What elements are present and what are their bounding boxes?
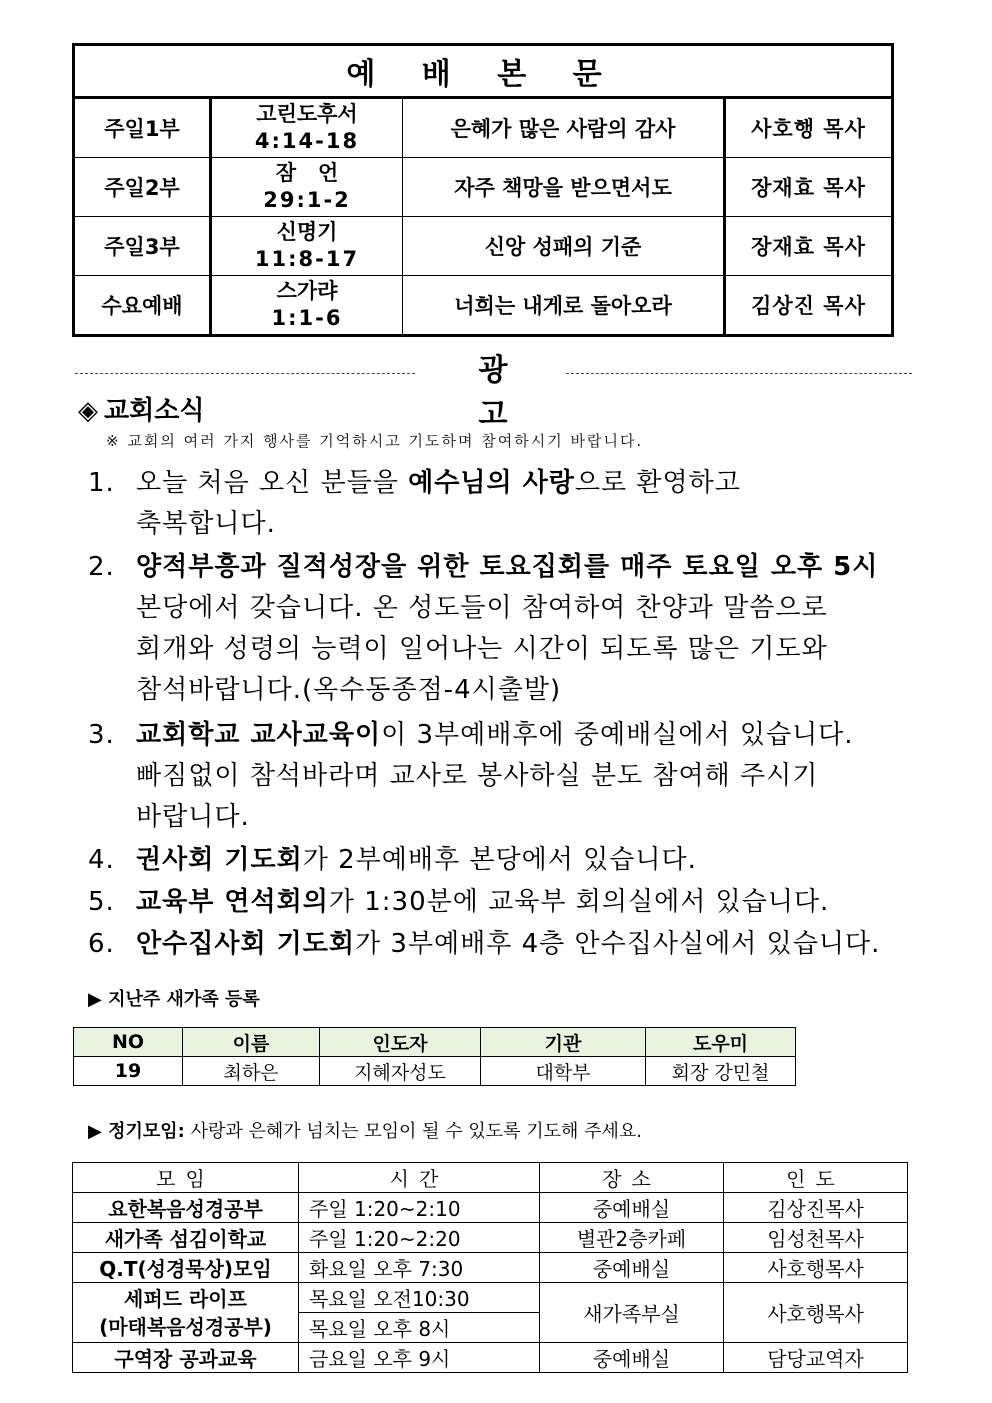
announcement-item bbox=[88, 882, 830, 923]
table-row bbox=[73, 1283, 908, 1313]
item-text: 참석바랍니다.(옥수동종점-4시출발) bbox=[136, 675, 562, 705]
scripture-verse: 11:8-17 bbox=[254, 247, 360, 271]
sermon-row bbox=[74, 158, 893, 217]
church-news-note: ※ 교회의 여러 가지 행사를 기억하시고 기도하며 참여하시기 바랍니다. bbox=[106, 432, 644, 450]
sermon-row bbox=[74, 276, 893, 336]
table-row bbox=[73, 1223, 908, 1253]
sermon-theme: 은혜가 많은 사람의 감사 bbox=[403, 98, 725, 158]
table-cell: 19 bbox=[74, 1057, 183, 1086]
item-number: 2. bbox=[88, 552, 115, 582]
item-number: 1. bbox=[88, 468, 115, 498]
table-header-row bbox=[74, 1028, 796, 1057]
item-emphasis: 양적부흥과 질적성장을 위한 토요집회를 매주 토요일 오후 5시 bbox=[136, 552, 879, 582]
scripture-book: 신명기 bbox=[276, 220, 338, 244]
scripture-ref bbox=[211, 217, 403, 276]
item-text: 바랍니다. bbox=[136, 802, 250, 832]
meeting-time: 화요일 오후 7:30 bbox=[299, 1253, 540, 1283]
item-text: 빠짐없이 참석바라며 교사로 봉사하실 분도 참여해 주시기 bbox=[136, 761, 819, 791]
meeting-place: 새가족부실 bbox=[540, 1283, 724, 1343]
meeting-leader: 임성천목사 bbox=[724, 1223, 908, 1253]
item-number: 6. bbox=[88, 929, 115, 959]
item-number: 5. bbox=[88, 887, 115, 917]
col-header: 도우미 bbox=[646, 1028, 796, 1057]
item-line bbox=[136, 924, 880, 965]
item-line bbox=[136, 882, 829, 923]
item-text: 본당에서 갖습니다. 온 성도들이 참여하여 찬양과 말씀으로 bbox=[136, 593, 828, 623]
item-line bbox=[136, 463, 741, 504]
item-emphasis: 권사회 기도회 bbox=[136, 845, 303, 875]
meeting-name: 새가족 섬김이학교 bbox=[73, 1223, 299, 1253]
item-text: 가 2부예배후 본당에서 있습니다. bbox=[302, 845, 697, 875]
meeting-leader: 사호행목사 bbox=[724, 1283, 908, 1343]
service-name: 수요예배 bbox=[74, 276, 211, 336]
announcements-heading: 광 고 bbox=[478, 353, 534, 432]
col-header: 모임 bbox=[73, 1163, 299, 1193]
scripture-book: 잠 언 bbox=[275, 161, 339, 185]
scripture-verse: 4:14-18 bbox=[254, 129, 360, 153]
table-cell: 지혜자성도 bbox=[320, 1057, 481, 1086]
sermon-row bbox=[74, 217, 893, 276]
pastor-name: 사호행 목사 bbox=[725, 98, 893, 158]
item-number: 4. bbox=[88, 845, 115, 875]
service-name: 주일1부 bbox=[74, 98, 211, 158]
newcomer-table bbox=[73, 1027, 796, 1086]
sermon-theme: 신앙 성패의 기준 bbox=[403, 217, 725, 276]
meeting-name: 구역장 공과교육 bbox=[73, 1343, 299, 1373]
meeting-place: 중예배실 bbox=[540, 1343, 724, 1373]
meeting-leader: 김상진목사 bbox=[724, 1193, 908, 1223]
scripture-ref bbox=[211, 158, 403, 217]
pastor-name: 김상진 목사 bbox=[725, 276, 893, 336]
meeting-time: 주일 1:20~2:20 bbox=[299, 1223, 540, 1253]
scripture-ref bbox=[211, 98, 403, 158]
table-cell: 최하은 bbox=[183, 1057, 320, 1086]
meetings-heading-label: ▶ 정기모임: bbox=[88, 1121, 185, 1142]
meeting-name: 요한복음성경공부 bbox=[73, 1193, 299, 1223]
pastor-name: 장재효 목사 bbox=[725, 217, 893, 276]
service-name: 주일3부 bbox=[74, 217, 211, 276]
item-line bbox=[136, 547, 878, 588]
newcomer-heading: ▶ 지난주 새가족 등록 bbox=[88, 989, 260, 1010]
item-line bbox=[136, 670, 561, 711]
meeting-time: 목요일 오후 8시 bbox=[299, 1313, 540, 1343]
pastor-name: 장재효 목사 bbox=[725, 158, 893, 217]
table-cell: 대학부 bbox=[481, 1057, 646, 1086]
meeting-place: 중예배실 bbox=[540, 1253, 724, 1283]
meetings-table bbox=[72, 1162, 908, 1373]
table-row bbox=[73, 1253, 908, 1283]
meeting-leader: 담당교역자 bbox=[724, 1343, 908, 1373]
meeting-place: 중예배실 bbox=[540, 1193, 724, 1223]
item-line bbox=[136, 840, 697, 881]
sermon-theme: 자주 책망을 받으면서도 bbox=[403, 158, 725, 217]
announcement-item bbox=[88, 715, 854, 832]
col-header: 인도자 bbox=[320, 1028, 481, 1057]
diamond-icon: ◈ bbox=[78, 396, 98, 426]
item-text: 으로 환영하고 bbox=[574, 468, 741, 498]
item-text: 가 1:30분에 교육부 회의실에서 있습니다. bbox=[328, 887, 830, 917]
item-text: 이 3부예배후에 중예배실에서 있습니다. bbox=[381, 720, 854, 750]
announcement-item bbox=[88, 840, 697, 881]
item-line bbox=[136, 504, 276, 545]
item-line bbox=[136, 756, 818, 797]
sermon-table bbox=[72, 43, 894, 337]
item-line bbox=[136, 629, 828, 670]
divider-left bbox=[75, 373, 415, 374]
col-header: 장소 bbox=[540, 1163, 724, 1193]
announcement-item bbox=[88, 463, 741, 539]
col-header: 기관 bbox=[481, 1028, 646, 1057]
item-emphasis: 교육부 연석회의 bbox=[136, 887, 329, 917]
item-text: 축복합니다. bbox=[136, 509, 276, 539]
meetings-heading bbox=[88, 1117, 642, 1143]
item-text: 회개와 성령의 능력이 일어나는 시간이 되도록 많은 기도와 bbox=[136, 634, 828, 664]
scripture-ref bbox=[211, 276, 403, 336]
meeting-name bbox=[73, 1283, 299, 1343]
table-row bbox=[73, 1343, 908, 1373]
sermon-title: 예 배 본 문 bbox=[74, 45, 893, 98]
meeting-time: 금요일 오후 9시 bbox=[299, 1343, 540, 1373]
col-header: 이름 bbox=[183, 1028, 320, 1057]
scripture-book: 고린도후서 bbox=[256, 102, 358, 126]
church-news-heading bbox=[78, 390, 204, 427]
col-header: NO bbox=[74, 1028, 183, 1057]
table-header-row bbox=[73, 1163, 908, 1193]
item-line bbox=[136, 588, 828, 629]
scripture-verse: 29:1-2 bbox=[263, 188, 351, 212]
meeting-time: 목요일 오전10:30 bbox=[299, 1283, 540, 1313]
sermon-theme: 너희는 내게로 돌아오라 bbox=[403, 276, 725, 336]
item-emphasis: 예수님의 사랑 bbox=[408, 468, 575, 498]
church-news-title: 교회소식 bbox=[104, 396, 205, 426]
table-cell: 회장 강민철 bbox=[646, 1057, 796, 1086]
item-text: 가 3부예배후 4층 안수집사실에서 있습니다. bbox=[354, 929, 881, 959]
col-header: 인도 bbox=[724, 1163, 908, 1193]
item-number: 3. bbox=[88, 720, 115, 750]
item-emphasis: 안수집사회 기도회 bbox=[136, 929, 355, 959]
meeting-name-line2: (마태복음성경공부) bbox=[99, 1314, 272, 1339]
item-line bbox=[136, 797, 250, 838]
table-row bbox=[73, 1193, 908, 1223]
item-text: 오늘 처음 오신 분들을 bbox=[136, 468, 409, 498]
divider-right bbox=[566, 373, 912, 374]
item-line bbox=[136, 715, 854, 756]
announcement-item bbox=[88, 547, 879, 705]
sermon-row bbox=[74, 98, 893, 158]
meeting-place: 별관2층카페 bbox=[540, 1223, 724, 1253]
meeting-name: Q.T(성경묵상)모임 bbox=[73, 1253, 299, 1283]
meeting-leader: 사호행목사 bbox=[724, 1253, 908, 1283]
meeting-time: 주일 1:20~2:10 bbox=[299, 1193, 540, 1223]
scripture-book: 스가랴 bbox=[276, 279, 338, 303]
col-header: 시간 bbox=[299, 1163, 540, 1193]
item-emphasis: 교회학교 교사교육이 bbox=[136, 720, 382, 750]
meetings-heading-text: 사랑과 은혜가 넘치는 모임이 될 수 있도록 기도해 주세요. bbox=[184, 1121, 642, 1142]
table-row bbox=[74, 1057, 796, 1086]
announcement-item bbox=[88, 924, 881, 965]
meeting-name-line1: 세퍼드 라이프 bbox=[124, 1286, 247, 1311]
scripture-verse: 1:1-6 bbox=[271, 306, 343, 330]
service-name: 주일2부 bbox=[74, 158, 211, 217]
